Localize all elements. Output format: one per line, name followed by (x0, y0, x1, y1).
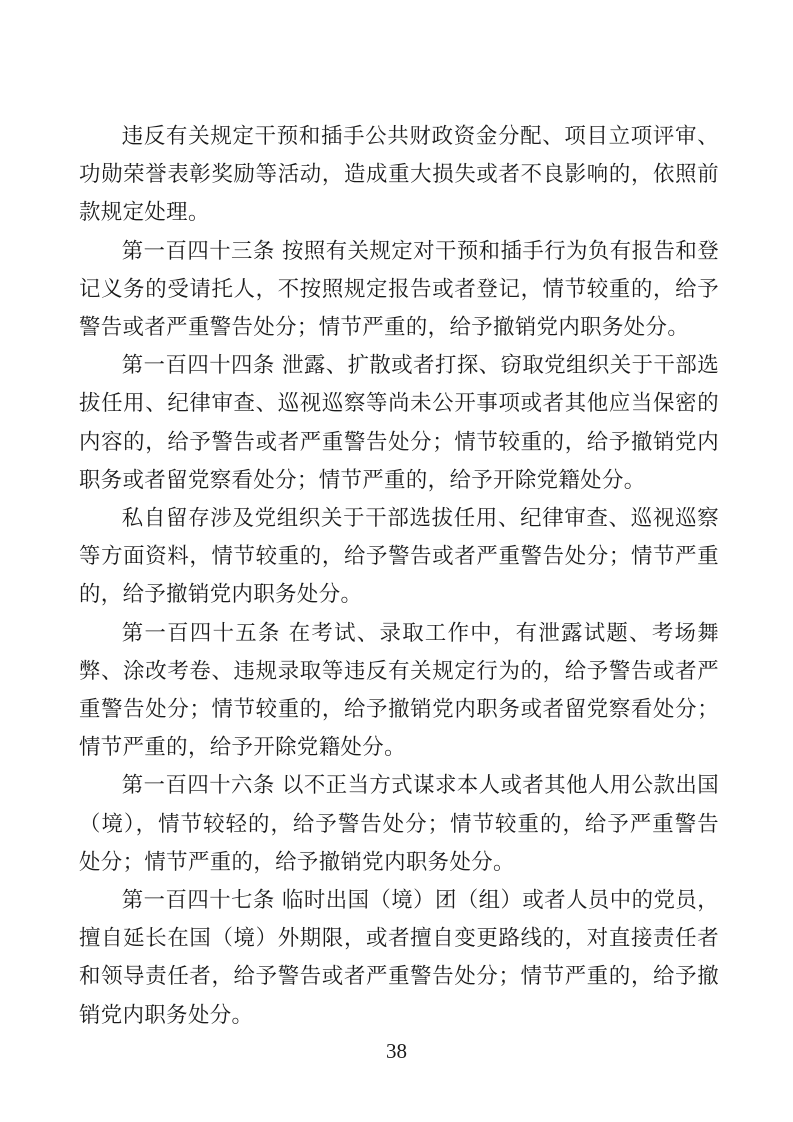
article-146-paragraph: 第一百四十六条 以不正当方式谋求本人或者其他人用公款出国（境），情节较轻的，给予警告处分；情节较重的，给予严重警告处分；情节严重的，给予撤销党内职务处分。 (79, 773, 719, 875)
paragraph: 违反有关规定干预和插手公共财政资金分配、项目立项评审、功勋荣誉表彰奖励等活动，造成重大损失或者不良影响的，依照前款规定处理。 (79, 124, 719, 226)
article-147-paragraph: 第一百四十七条 临时出国（境）团（组）或者人员中的党员，擅自延长在国（境）外期限，或者擅自变更路线的，对直接责任者和领导责任者，给予警告或者严重警告处分；情节严重的，给予撤销党内职务处分。 (79, 888, 719, 1028)
paragraph: 私自留存涉及党组织关于干部选拔任用、纪律审查、巡视巡察等方面资料，情节较重的，给予警告或者严重警告处分；情节严重的，给予撤销党内职务处分。 (79, 506, 719, 608)
article-143-paragraph: 第一百四十三条 按照有关规定对干预和插手行为负有报告和登记义务的受请托人，不按照规定报告或者登记，情节较重的，给予警告或者严重警告处分；情节严重的，给予撤销党内职务处分。 (79, 238, 719, 341)
article-144-paragraph: 第一百四十四条 泄露、扩散或者打探、窃取党组织关于干部选拔任用、纪律审查、巡视巡察等尚未公开事项或者其他应当保密的内容的，给予警告或者严重警告处分；情节较重的，给予撤销党内职务或者留党察看处分；情节严重的，给予开除党籍处分。 (79, 353, 719, 493)
article-145-paragraph: 第一百四十五条 在考试、录取工作中，有泄露试题、考场舞弊、涂改考卷、违规录取等违反有关规定行为的，给予警告或者严重警告处分；情节较重的，给予撤销党内职务或者留党察看处分；情节严重的，给予开除党籍处分。 (79, 620, 719, 761)
page-number: 38 (386, 1039, 407, 1063)
document-body (79, 118, 719, 1035)
